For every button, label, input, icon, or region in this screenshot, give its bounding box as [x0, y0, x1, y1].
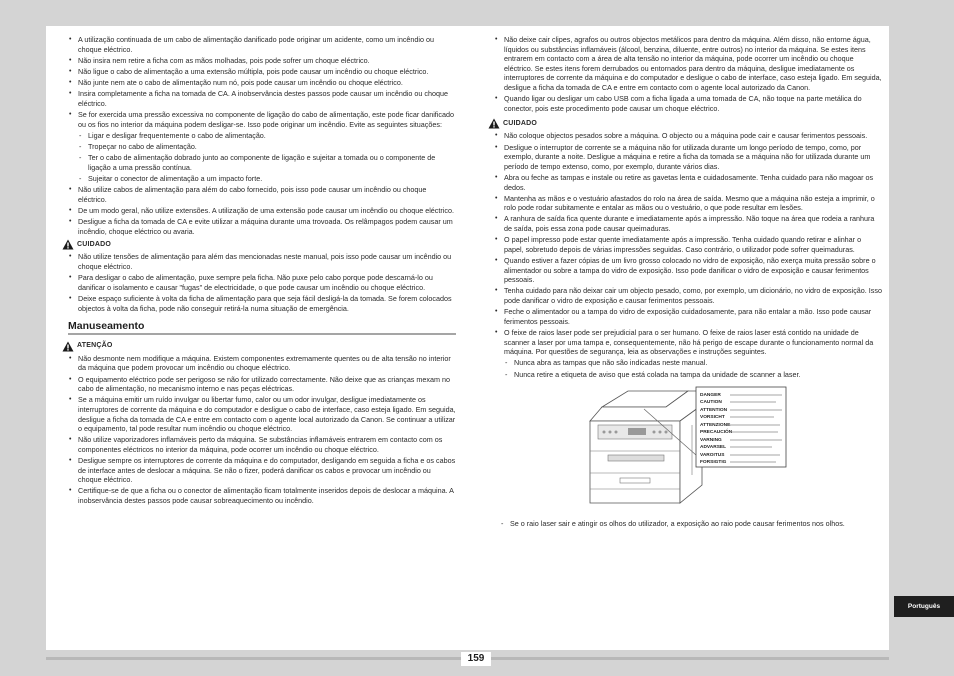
printer-button — [609, 431, 612, 434]
sub-list-item: - Nunca retire a etiqueta de aviso que está colada na tampa da unidade de scanner a laser. — [504, 370, 882, 380]
list-item-text: Se for exercida uma pressão excessiva no componente de ligação do cabo de alimentação, este pode ficar danificado ou os fios no interior da máquina podem desligar-se. Isso pode originar um incêndio. Evite as seguintes situações: — [78, 110, 454, 129]
list-item: • Tenha cuidado para não deixar cair um objecto pesado, como, por exemplo, um dicionário, no vidro de exposição. Isso pode danificar o vidro de exposição e causar ferimentos pessoais. — [494, 286, 882, 305]
list-item: • Deixe espaço suficiente à volta da ficha de alimentação para que seja fácil desligá-la da tomada. Se forem colocados objectos à volta da ficha, pode não conseguir retirá-la numa situação de emergência. — [68, 294, 456, 313]
warning-triangle-icon — [488, 118, 500, 129]
list-item: • De um modo geral, não utilize extensões. A utilização de uma extensão pode causar um incêndio ou choque eléctrico. — [68, 206, 456, 216]
power-cord-warnings — [68, 35, 456, 236]
printer-button — [615, 431, 618, 434]
warning-label-word: VORSICHT — [700, 415, 725, 421]
list-item: • Não coloque objectos pesados sobre a máquina. O objecto ou a máquina pode cair e causar ferimentos pessoais. — [494, 131, 882, 141]
caution-list — [494, 131, 882, 379]
warning-triangle-icon — [62, 341, 74, 352]
attention-list — [68, 354, 456, 506]
list-item: • Certifique-se de que a ficha ou o conector de alimentação ficam totalmente inseridos depois de deslocar a máquina. A inobservância destes passos pode causar sobreaquecimento ou incêndio. — [68, 486, 456, 505]
warning-label-word: DANGER — [700, 393, 721, 399]
laser-sublist — [504, 358, 882, 379]
caution-list — [68, 252, 456, 313]
printer-button — [659, 431, 662, 434]
warning-label-word: ATTENTION — [700, 408, 728, 414]
attention-label: ATENÇÃO — [77, 342, 113, 350]
list-item: • A utilização continuada de um cabo de alimentação danificado pode originar um acidente, como um incêndio ou choque eléctrico. — [68, 35, 456, 54]
warning-label-word: FORSIGTIG — [700, 460, 727, 466]
situations-sublist — [78, 131, 456, 184]
list-item: • Se a máquina emitir um ruído invulgar ou libertar fumo, calor ou um odor invulgar, desligue imediatamente os interruptores de corrente da máquina e do computador e desligue o cabo de interface, caso esteja ligado. Em seguida, desligue a ficha da tomada de CA e entre em contacto com o agente local autorizado da Canon. Se continuar a utilizar o equipamento, tal pode resultar num incêndio ou choque eléctrico. — [68, 395, 456, 433]
printer-output-slot — [608, 455, 664, 461]
sub-list-item: - Ter o cabo de alimentação dobrado junto ao componente de ligação e sujeitar a tomada ou o componente de ligação a uma pressão contínua. — [78, 153, 456, 172]
manual-page — [46, 26, 889, 650]
printer-button — [665, 431, 668, 434]
list-item: • Não utilize tensões de alimentação para além das mencionadas neste manual, pois isso pode causar um incêndio ou choque eléctrico. — [68, 252, 456, 271]
list-item: • Não desmonte nem modifique a máquina. Existem componentes extremamente quentes ou de alta tensão no interior da máquina que podem provocar um incêndio ou choque eléctrico. — [68, 354, 456, 373]
list-item: • O papel impresso pode estar quente imediatamente após a impressão. Tenha cuidado quando retirar e alinhar o papel, sobretudo depois de várias impressões seguidas. Caso contrário, o utilizador pode sofrer queimaduras. — [494, 235, 882, 254]
sub-list-item: - Se o raio laser sair e atingir os olhos do utilizador, a exposição ao raio pode causar ferimentos nos olhos. — [500, 519, 882, 529]
laser-eye-sublist — [494, 519, 882, 529]
foreign-object-warnings — [494, 35, 882, 113]
right-column — [494, 35, 882, 530]
warning-label-word: VAROITUS — [700, 453, 725, 459]
list-item: • Não utilize cabos de alimentação para além do cabo fornecido, pois isso pode causar um incêndio ou choque eléctrico. — [68, 185, 456, 204]
printer-display — [628, 428, 646, 435]
caution-heading — [62, 239, 456, 250]
list-item: • Mantenha as mãos e o vestuário afastados do rolo na área de saída. Mesmo que a máquina não esteja a imprimir, o rolo pode rodar subitamente e entalar as mãos ou o vestuário, o que pode resultar em lesões. — [494, 194, 882, 213]
sub-list-item: - Tropeçar no cabo de alimentação. — [78, 142, 456, 152]
attention-heading — [62, 341, 456, 352]
warning-label-callout — [696, 387, 786, 467]
list-item: • Desligue a ficha da tomada de CA e evite utilizar a máquina durante uma trovoada. Os relâmpagos podem causar um incêndio, choque eléctrico ou avaria. — [68, 217, 456, 236]
warning-triangle-icon — [62, 239, 74, 250]
caution-label: CUIDADO — [503, 120, 538, 128]
list-item: • Feche o alimentador ou a tampa do vidro de exposição cuidadosamente, para não entalar a mão. Isso pode causar ferimentos pessoais. — [494, 307, 882, 326]
list-item: • Quando estiver a fazer cópias de um livro grosso colocado no vidro de exposição, não exerça muita pressão sobre o alimentador ou sobre a tampa do vidro de exposição. Isso pode danificar o vidro de exposição e causar ferimentos pessoais. — [494, 256, 882, 285]
list-item: • Quando ligar ou desligar um cabo USB com a ficha ligada a uma tomada de CA, não toque na parte metálica do conector, pois este procedimento pode causar um choque eléctrico. — [494, 94, 882, 113]
list-item — [68, 110, 456, 184]
list-item — [494, 328, 882, 379]
page-number: 159 — [461, 652, 491, 666]
list-item: • Não insira nem retire a ficha com as mãos molhadas, pois pode sofrer um choque eléctrico. — [68, 56, 456, 66]
language-tab[interactable]: Português — [894, 596, 954, 617]
list-item: • Para desligar o cabo de alimentação, puxe sempre pela ficha. Não puxe pelo cabo porque pode descarná-lo ou danificar o isolamento e causar "fugas" de electricidade, o que pode causar um incêndio ou choque eléctrico. — [68, 273, 456, 292]
list-item: • Não junte nem ate o cabo de alimentação num nó, pois pode causar um incêndio ou choque eléctrico. — [68, 78, 456, 88]
list-item: • Desligue o interruptor de corrente se a máquina não for utilizada durante um longo período de tempo, como, por exemplo, durante a noite. Desligue a máquina e retire a ficha da tomada se a máquina não for utilizada durante um período de tempo extenso, como, por exemplo, durante vários dias. — [494, 143, 882, 172]
printer-button — [603, 431, 606, 434]
sub-list-item: - Sujeitar o conector de alimentação a um impacto forte. — [78, 174, 456, 184]
section-title: Manuseamento — [68, 322, 456, 335]
list-item: • Abra ou feche as tampas e instale ou retire as gavetas lenta e cuidadosamente. Tenha cuidado para não magoar os dedos. — [494, 173, 882, 192]
printer-illustration — [584, 385, 789, 513]
printer-button — [653, 431, 656, 434]
warning-label-word: CAUTION — [700, 400, 722, 406]
list-item: • Insira completamente a ficha na tomada de CA. A inobservância destes passos pode causar um incêndio ou choque eléctrico. — [68, 89, 456, 108]
list-item: • Não deixe cair clipes, agrafos ou outros objectos metálicos para dentro da máquina. Além disso, não entorne água, líquidos ou substâncias inflamáveis (álcool, benzina, diluente, entre outros) no interior da máquina. Se estes itens entrarem em contacto com a área de alta tensão no interior da máquina, pode ocorrer um incêndio ou choque eléctrico. Se estes itens forem derrubados ou entornados para dentro da máquina, desligue imediatamente os interruptores de corrente da máquina e do computador e desligue o cabo de interface, caso esteja ligado. Em seguida, desligue a ficha da tomada de CA e entre em contacto com o agente local autorizado da Canon. — [494, 35, 882, 93]
list-item: • Não utilize vaporizadores inflamáveis perto da máquina. Se substâncias inflamáveis entrarem em contacto com os componentes eléctricos no interior da máquina, pode ocorrer um incêndio ou choque eléctrico. — [68, 435, 456, 454]
list-item: • O equipamento eléctrico pode ser perigoso se não for utilizado correctamente. Não deixe que as crianças mexam no cabo de alimentação, no mecanismo interno e nas peças eléctricas. — [68, 375, 456, 394]
sub-list-item: - Ligar e desligar frequentemente o cabo de alimentação. — [78, 131, 456, 141]
list-item: • Não ligue o cabo de alimentação a uma extensão múltipla, pois pode causar um incêndio ou choque eléctrico. — [68, 67, 456, 77]
warning-label-word: ATTENZIONE — [700, 423, 731, 429]
warning-label-word: ADVARSEL — [700, 445, 727, 451]
left-column — [68, 35, 456, 507]
list-item: • A ranhura de saída fica quente durante e imediatamente após a impressão. Não toque na área que rodeia a ranhura de saída, pois essa zona pode causar queimaduras. — [494, 214, 882, 233]
sub-list-item: - Nunca abra as tampas que não são indicadas neste manual. — [504, 358, 882, 368]
caution-label: CUIDADO — [77, 241, 112, 249]
caution-heading — [488, 118, 882, 129]
list-item: • Desligue sempre os interruptores de corrente da máquina e do computador, desligando em seguida a ficha e os cabos de interface antes de deslocar a máquina. Se não o fizer, poderá danificar os cabos e provocar um incêndio ou choque eléctrico. — [68, 456, 456, 485]
warning-label-word: VARNING — [700, 438, 722, 444]
warning-label-word: PRECAUCIÓN — [700, 430, 733, 436]
list-item-text: O feixe de raios laser pode ser prejudicial para o ser humano. O feixe de raios laser está contido na unidade de scanner a laser por uma tampa e, consequentemente, não há perigo de escape durante o funcionamento normal da máquina. Por questões de segurança, leia as observações e instruções seguintes. — [504, 327, 874, 357]
